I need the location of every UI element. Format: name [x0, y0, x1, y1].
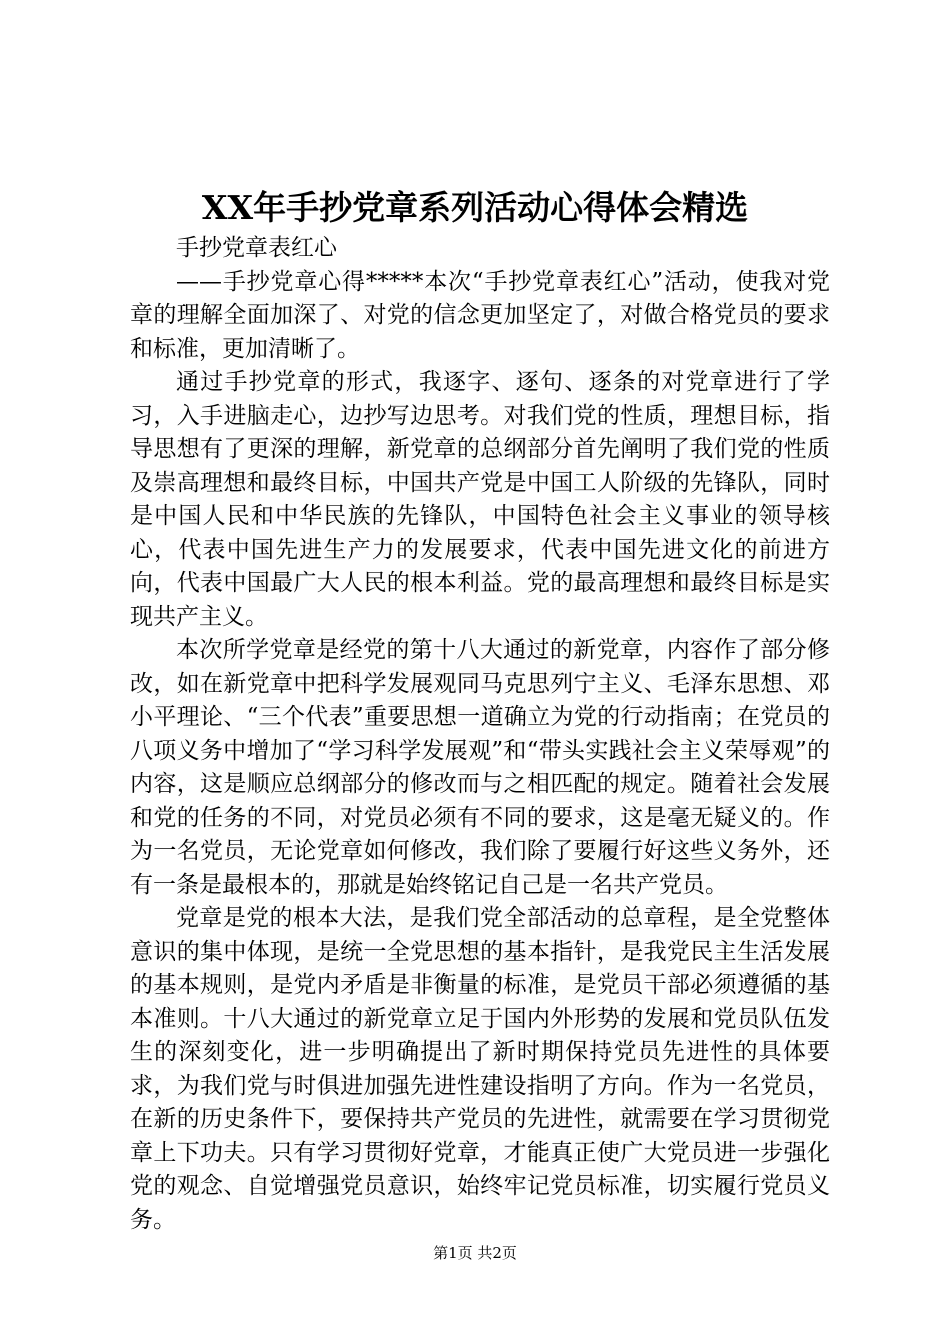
- document-title: XX年手抄党章系列活动心得体会精选: [201, 188, 749, 227]
- paragraph-2: 通过手抄党章的形式，我逐字、逐句、逐条的对党章进行了学习，入手进脑走心，边抄写边思考。对我们党的性质，理想目标，指导思想有了更深的理解，新党章的总纲部分首先阐明了我们党的性质及崇高理想和最终目标，中国共产党是中国工人阶级的先锋队，同时是中国人民和中华民族的先锋队，中国特色社会主义事业的领导核心，代表中国先进生产力的发展要求，代表中国先进文化的前进方向，代表中国最广大人民的根本利益。党的最高理想和最终目标是实现共产主义。: [130, 369, 830, 630]
- paragraph-subtitle: 手抄党章表红心: [176, 235, 337, 261]
- paragraph-3: 本次所学党章是经党的第十八大通过的新党章，内容作了部分修改，如在新党章中把科学发展观同马克思列宁主义、毛泽东思想、邓小平理论、“三个代表”重要思想一道确立为党的行动指南；在党员的八项义务中增加了“学习科学发展观”和“带头实践社会主义荣辱观”的内容，这是顺应总纲部分的修改而与之相匹配的规定。随着社会发展和党的任务的不同，对党员必须有不同的要求，这是毫无疑义的。作为一名党员，无论党章如何修改，我们除了要履行好这些义务外，还有一条是最根本的，那就是始终铭记自己是一名共产党员。: [130, 637, 830, 898]
- page-number-current: 第1页: [433, 1244, 473, 1262]
- document-body: [130, 232, 830, 1237]
- page-number-total: 共2页: [477, 1244, 517, 1262]
- page-footer: [0, 1241, 950, 1265]
- paragraph-4: 党章是党的根本大法，是我们党全部活动的总章程，是全党整体意识的集中体现，是统一全党思想的基本指针，是我党民主生活发展的基本规则，是党内矛盾是非衡量的标准，是党员干部必须遵循的基本准则。十八大通过的新党章立足于国内外形势的发展和党员队伍发生的深刻变化，进一步明确提出了新时期保持党员先进性的具体要求，为我们党与时俱进加强先进性建设指明了方向。作为一名党员，在新的历史条件下，要保持共产党员的先进性，就需要在学习贯彻党章上下功夫。只有学习贯彻好党章，才能真正使广大党员进一步强化党的观念、自觉增强党员意识，始终牢记党员标准，切实履行党员义务。: [130, 905, 830, 1233]
- paragraph-intro: ——手抄党章心得*****本次“手抄党章表红心”活动，使我对党章的理解全面加深了、对党的信念更加坚定了，对做合格党员的要求和标准，更加清晰了。: [130, 268, 830, 362]
